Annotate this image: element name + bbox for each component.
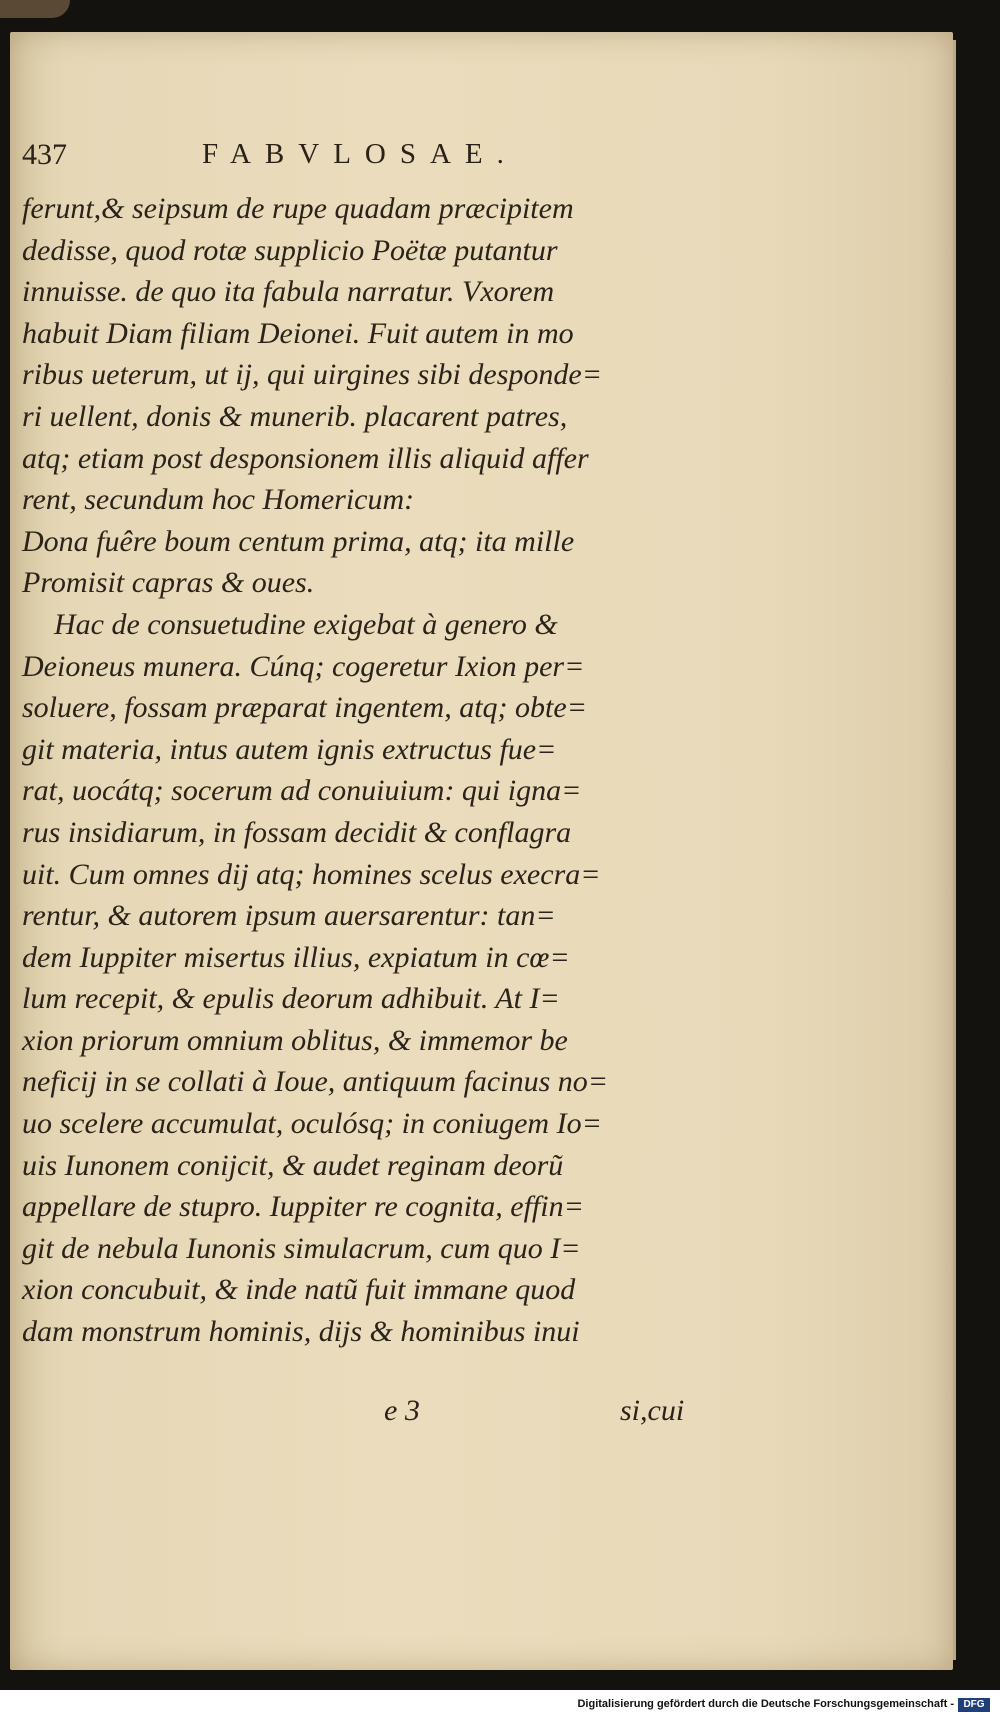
text-line: Dona fuêre boum centum prima, atq; ita mille [22,524,575,558]
running-head [22,138,662,188]
text-line: Deioneus munera. Cúnq; cogeretur Ixion per= [22,649,585,683]
signature-line [22,1394,685,1434]
funding-credit: Digitalisierung gefördert durch die Deutsche Forschungsgemeinschaft - [577,1698,954,1710]
page-number: 437 [22,138,67,171]
text-line: neficij in se collati à Ioue, antiquum facinus no= [22,1065,608,1099]
text-line: uo scelere accumulat, oculósq; in coniugem Io= [22,1107,602,1141]
text-line: Promisit capras & oues. [22,566,315,600]
text-line: rentur, & autorem ipsum auersarentur: tan= [22,899,556,933]
text-line: rus insidiarum, in fossam decidit & conflagra [22,815,572,849]
text-line: xion priorum omnium oblitus, & immemor be [22,1023,568,1057]
text-block [22,188,682,1353]
text-line: atq; etiam post desponsionem illis aliquid affer [22,441,589,475]
text-line: xion concubuit, & inde natũ fuit immane quod [22,1273,576,1307]
text-line: ri uellent, donis & munerib. placarent patres, [22,399,568,433]
running-title: FABVLOSAE. [202,138,518,170]
text-line: uis Iunonem conijcit, & audet reginam deorũ [22,1148,564,1182]
text-line: ribus ueterum, ut ij, qui uirgines sibi desponde= [22,358,602,392]
text-line: soluere, fossam præparat ingentem, atq; obte= [22,691,587,725]
text-line: dam monstrum hominis, dijs & hominibus inui [22,1315,580,1349]
text-line: habuit Diam filiam Deionei. Fuit autem in mo [22,316,574,350]
text-line: lum recepit, & epulis deorum adhibuit. At I= [22,982,560,1016]
scan-corner-shadow [0,0,70,18]
text-line: uit. Cum omnes dij atq; homines scelus execra= [22,857,601,891]
text-line: appellare de stupro. Iuppiter re cognita, effin= [22,1190,584,1224]
footer-bar [0,1690,1000,1721]
text-line: Hac de consuetudine exigebat à genero & [54,607,558,641]
text-line: dem Iuppiter misertus illius, expiatum in cœ= [22,940,570,974]
dfg-logo: DFG [958,1698,990,1712]
text-line: rent, secundum hoc Homericum: [22,483,415,517]
text-line: git materia, intus autem ignis extructus fue= [22,732,557,766]
signature-mark: e 3 [384,1394,420,1427]
text-line: ferunt,& seipsum de rupe quadam præcipitem [22,192,574,225]
text-line: rat, uocátq; socerum ad conuiuium: qui igna= [22,774,582,808]
text-line: innuisse. de quo ita fabula narratur. Vxorem [22,275,555,309]
text-line: dedisse, quod rotæ supplicio Poëtæ putantur [22,233,558,267]
catchword: si,cui [620,1394,685,1427]
text-line: git de nebula Iunonis simulacrum, cum quo I= [22,1231,581,1265]
